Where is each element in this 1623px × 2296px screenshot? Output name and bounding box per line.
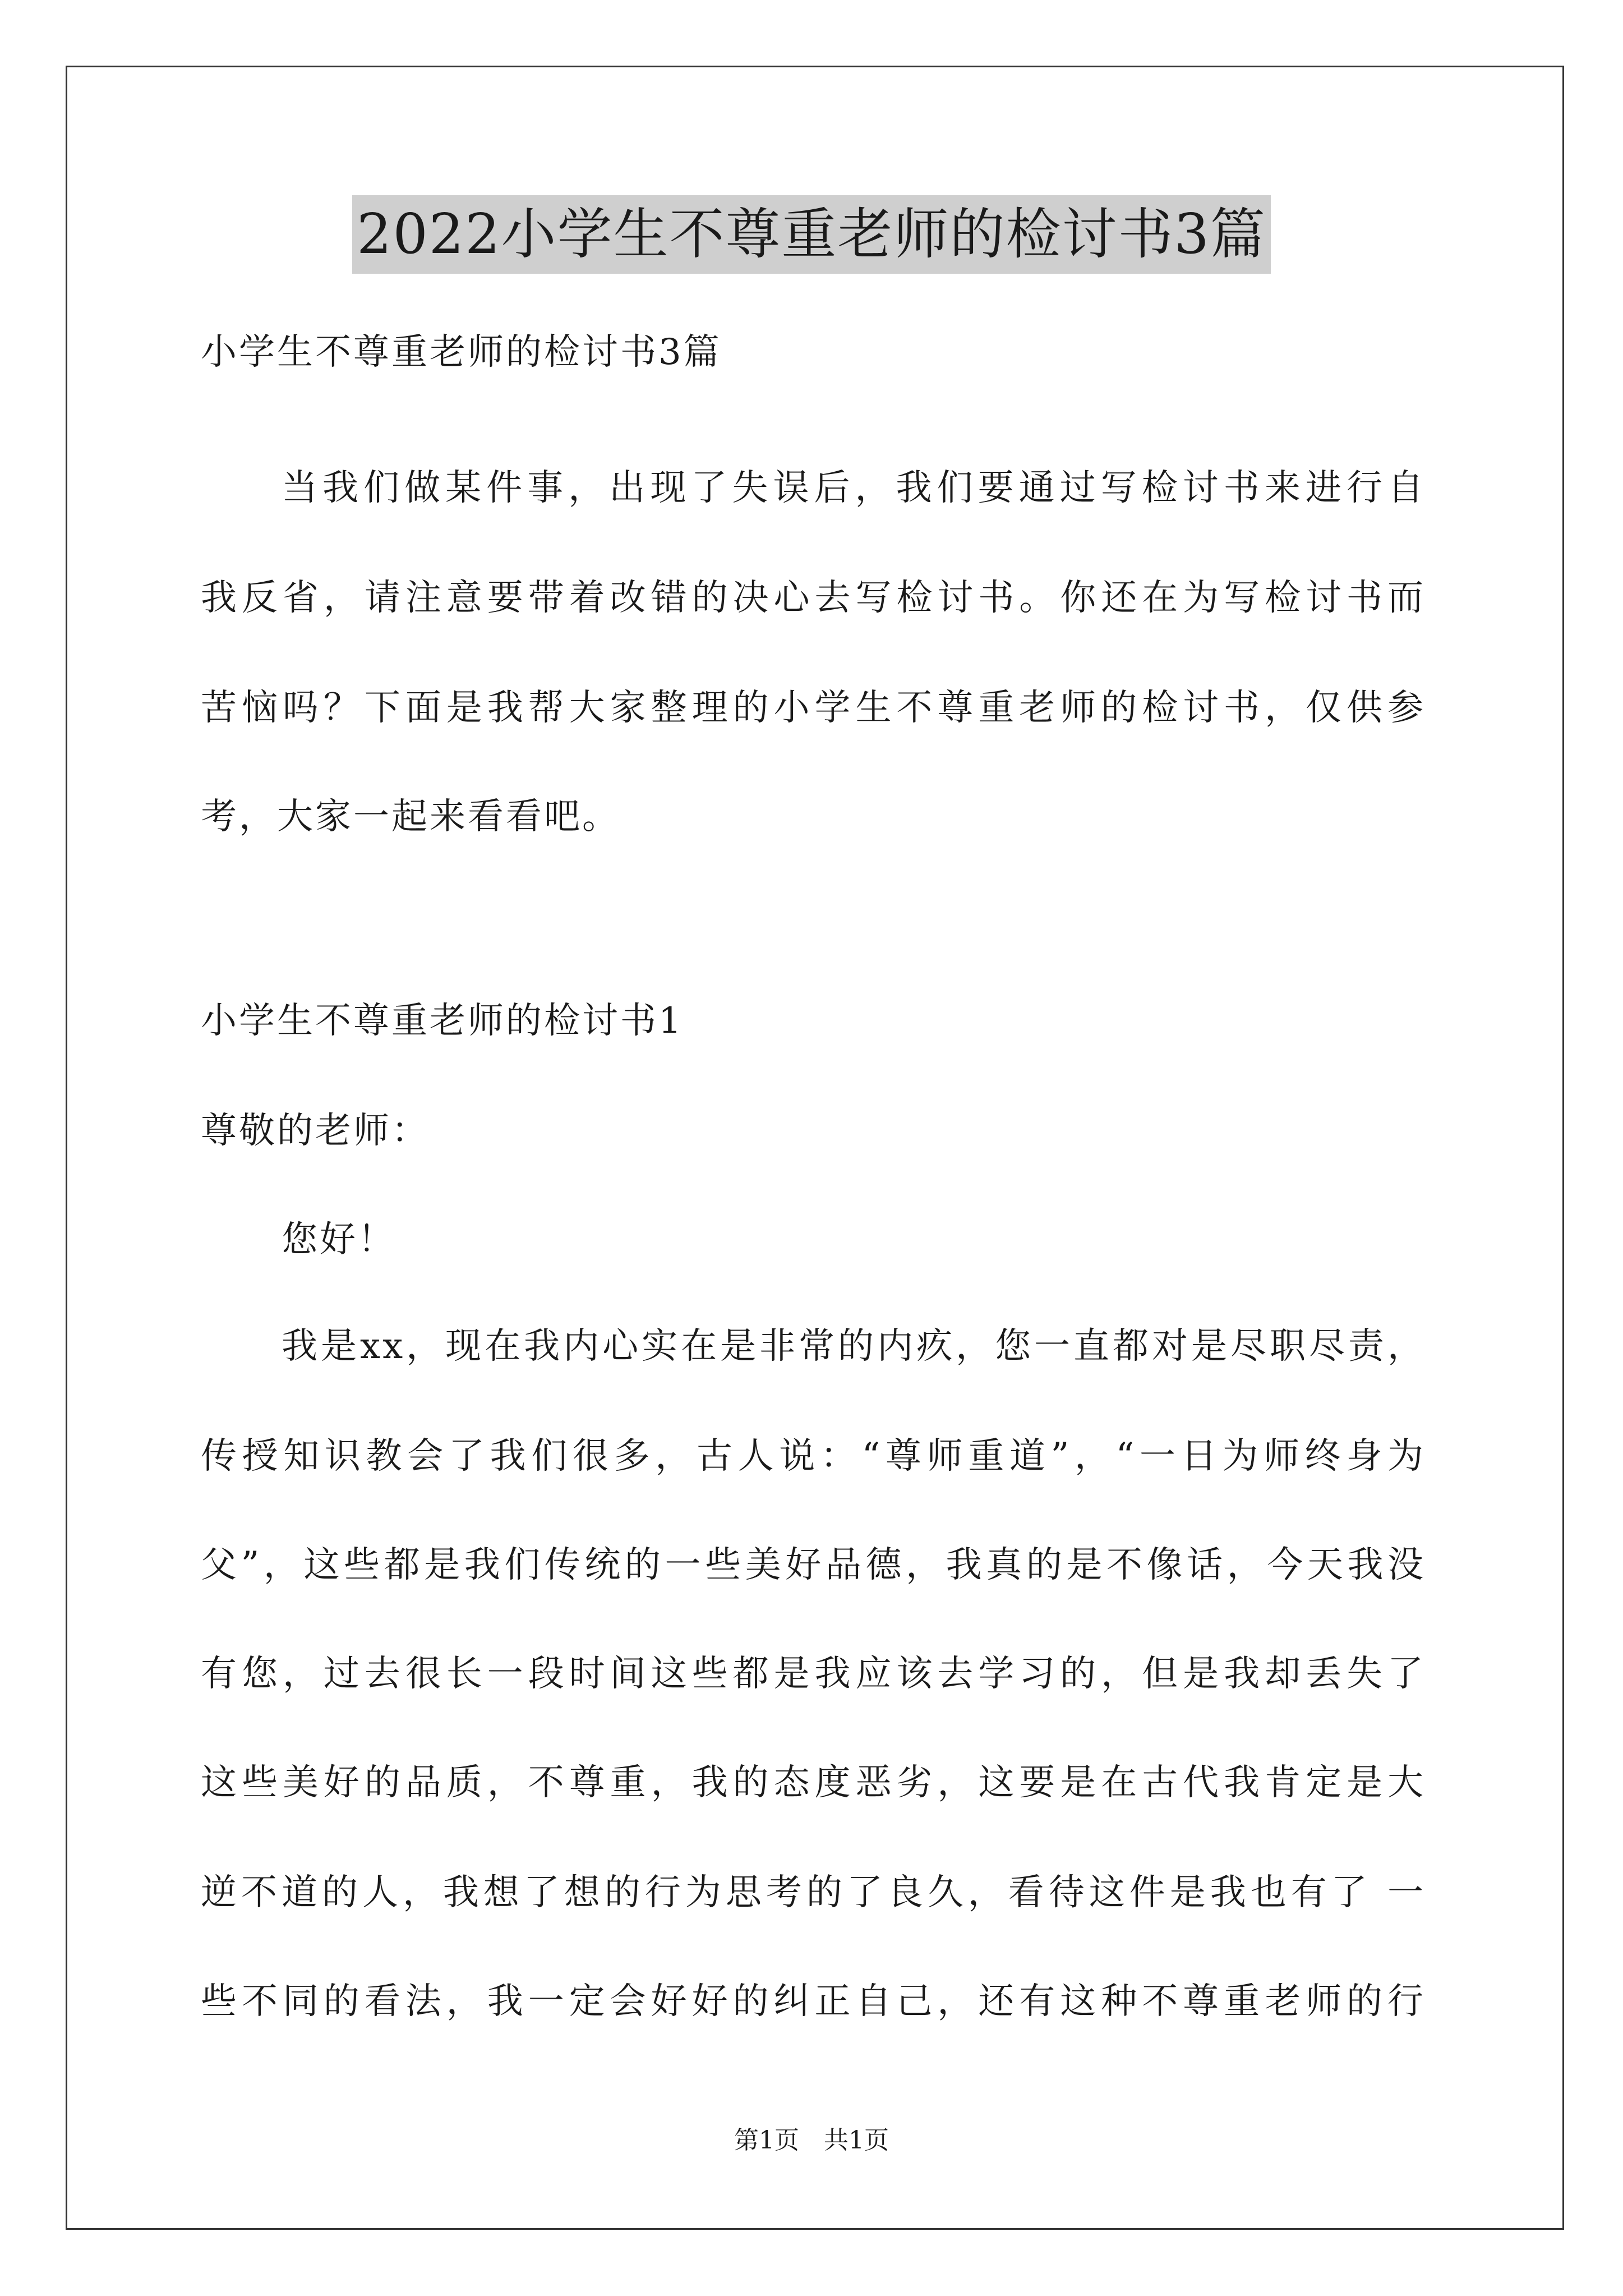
title-container: [0, 195, 1623, 274]
body-line-3: 苦恼吗？下面是我帮大家整理的小学生不尊重老师的检讨书，仅供参: [201, 687, 1426, 729]
body-line-11: 有您，过去很长一段时间这些都是我应该去学习的，但是我却丢失了: [201, 1653, 1426, 1695]
body-line-4: 考，大家一起来看看吧。: [201, 796, 620, 838]
section-heading: 小学生不尊重老师的检讨书1: [201, 1000, 684, 1042]
body-line-9: 传授知识教会了我们很多，古人说：“尊师重道”，“一日为师终身为: [201, 1435, 1426, 1477]
body-line-13: 逆不道的人，我想了想的行为思考的了良久，看待这件是我也有了 一: [201, 1872, 1426, 1913]
body-line-10: 父”，这些都是我们传统的一些美好品德，我真的是不像话，今天我没: [201, 1544, 1426, 1586]
body-line-2: 我反省，请注意要带着改错的决心去写检讨书。你还在为写检讨书而: [201, 577, 1426, 619]
document-title: 2022小学生不尊重老师的检讨书3篇: [352, 195, 1271, 274]
subtitle-line: 小学生不尊重老师的检讨书3篇: [201, 332, 722, 373]
salutation: 尊敬的老师：: [201, 1110, 430, 1152]
page-number: 第1页 共1页: [734, 2126, 889, 2155]
body-line-12: 这些美好的品质，不尊重，我的态度恶劣，这要是在古代我肯定是大: [201, 1762, 1426, 1803]
body-line-1: 当我们做某件事，出现了失误后，我们要通过写检讨书来进行自: [282, 467, 1426, 509]
body-line-8: 我是xx，现在我内心实在是非常的内疚，您一直都对是尽职尽责，: [282, 1326, 1426, 1367]
greeting: 您好！: [282, 1219, 396, 1260]
body-line-14: 些不同的看法，我一定会好好的纠正自己，还有这种不尊重老师的行: [201, 1981, 1426, 2022]
